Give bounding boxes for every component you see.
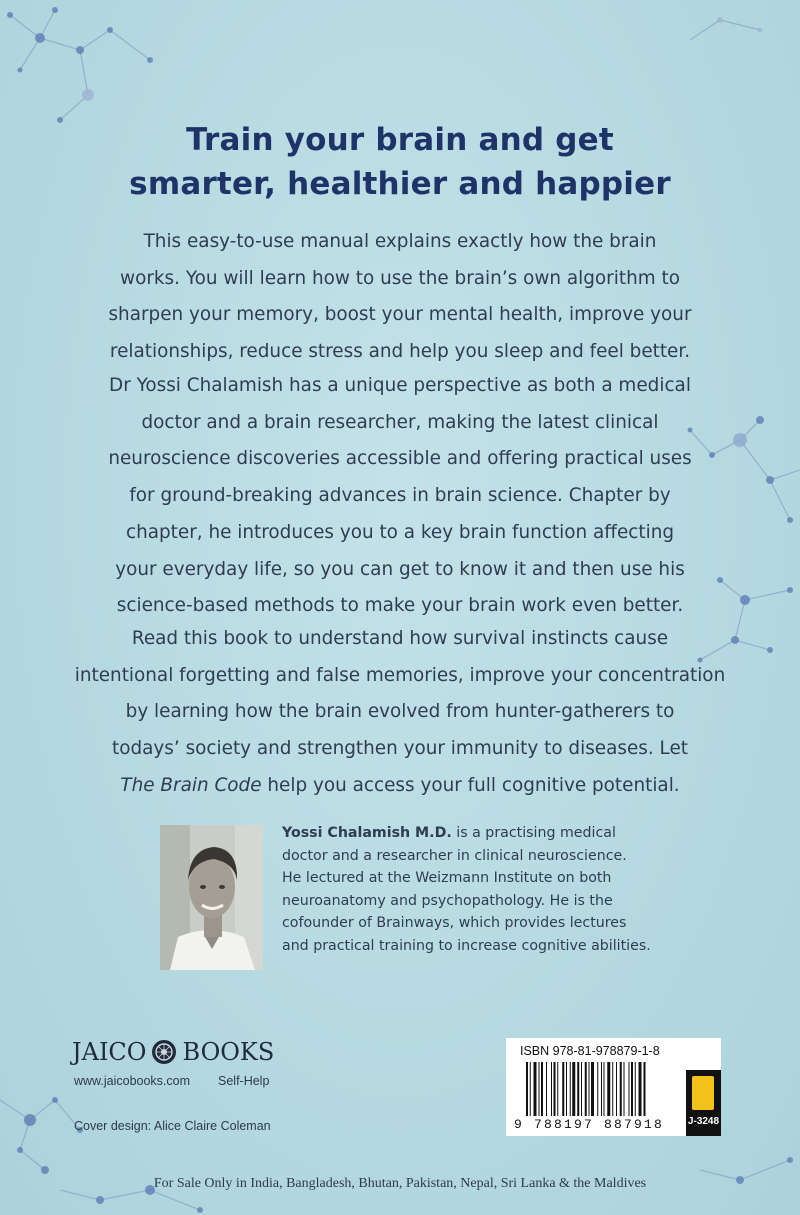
barcode-bar bbox=[639, 1062, 642, 1116]
text-line: This easy-to-use manual explains exactly how the brain bbox=[143, 231, 657, 252]
description-paragraph-3 bbox=[60, 621, 740, 805]
text-line: by learning how the brain evolved from hunter-gatherers to bbox=[125, 701, 675, 723]
logo-text-right: BOOKS bbox=[182, 1038, 275, 1066]
product-code: J-3248 bbox=[687, 1116, 720, 1127]
logo-text-left: JAICO bbox=[72, 1038, 147, 1066]
barcode-bar bbox=[577, 1062, 579, 1116]
barcode-bar bbox=[597, 1062, 598, 1116]
text-line: todays’ society and strengthen your immunity to diseases. Let bbox=[112, 738, 688, 760]
bio-line: He lectured at the Weizmann Institute on both bbox=[282, 870, 612, 887]
barcode-bar bbox=[541, 1062, 543, 1116]
barcode-bar bbox=[534, 1062, 537, 1116]
text-line: chapter, he introduces you to a key brain function affecting bbox=[125, 521, 675, 543]
text-line: Read this book to understand how survival instincts cause bbox=[131, 628, 669, 649]
publisher-website: www.jaicobooks.com bbox=[74, 1074, 191, 1088]
bio-line: doctor and a researcher in clinical neuroscience. bbox=[282, 847, 627, 864]
barcode-bar bbox=[539, 1062, 540, 1116]
barcode-bar bbox=[591, 1062, 594, 1116]
bio-line: neuroanatomy and psychopathology. He is the bbox=[282, 892, 613, 909]
barcode-bar bbox=[589, 1062, 590, 1116]
barcode-digits: 9 788197 887918 bbox=[514, 1117, 665, 1132]
barcode-bar bbox=[635, 1062, 636, 1116]
barcode-bar bbox=[546, 1062, 547, 1116]
author-photo bbox=[160, 825, 263, 970]
barcode-bar bbox=[566, 1062, 567, 1116]
ebook-code-badge bbox=[686, 1070, 721, 1136]
text-line: for ground-breaking advances in brain science. Chapter by bbox=[129, 485, 671, 507]
barcode-bar bbox=[572, 1062, 575, 1116]
author-name: Yossi Chalamish M.D. bbox=[282, 825, 452, 841]
barcode-bar bbox=[551, 1062, 552, 1116]
barcode-bar bbox=[616, 1062, 617, 1116]
barcode-bar bbox=[612, 1062, 613, 1116]
barcode-bar bbox=[581, 1062, 582, 1116]
barcode-bar bbox=[562, 1062, 564, 1116]
bio-text: is a practising medical bbox=[451, 825, 616, 841]
text-line: relationships, reduce stress and help you sleep and feel better. bbox=[109, 341, 691, 363]
barcode-bar bbox=[624, 1062, 625, 1116]
barcode-bar bbox=[585, 1062, 587, 1116]
text-line-rest: help you access your full cognitive potential. bbox=[261, 774, 680, 796]
barcode-bar bbox=[629, 1062, 630, 1116]
text-line: your everyday life, so you can get to know it and then use his bbox=[115, 558, 685, 580]
isbn-label: ISBN 978-81-978879-1-8 bbox=[520, 1044, 660, 1058]
book-title-italic: The Brain Code bbox=[120, 774, 262, 796]
logo-emblem-icon bbox=[152, 1040, 176, 1064]
cover-design-credit: Cover design: Alice Claire Coleman bbox=[74, 1119, 271, 1133]
text-line: Dr Yossi Chalamish has a unique perspective as both a medical bbox=[109, 375, 691, 396]
heading-line-2: smarter, healthier and happier bbox=[129, 166, 671, 202]
barcode-bar bbox=[526, 1062, 528, 1116]
description-paragraph-1 bbox=[60, 224, 740, 371]
barcode-bar bbox=[601, 1062, 602, 1116]
barcode-bars bbox=[526, 1062, 684, 1116]
author-bio bbox=[282, 822, 702, 958]
barcode-bar bbox=[557, 1062, 558, 1116]
text-line: intentional forgetting and false memories, improve your concentration bbox=[74, 664, 726, 686]
barcode-bar bbox=[631, 1062, 633, 1116]
author-portrait-image bbox=[160, 825, 263, 970]
publisher-logo bbox=[72, 1038, 274, 1066]
book-category: Self-Help bbox=[218, 1074, 270, 1088]
text-line: works. You will learn how to use the brain’s own algorithm to bbox=[120, 267, 680, 289]
bio-line: and practical training to increase cognitive abilities. bbox=[282, 937, 651, 954]
heading-line-1: Train your brain and get bbox=[186, 122, 614, 158]
sale-territory-notice: For Sale Only in India, Bangladesh, Bhutan, Pakistan, Nepal, Sri Lanka & the Maldives bbox=[153, 1176, 647, 1191]
barcode-bar bbox=[607, 1062, 610, 1116]
text-line: neuroscience discoveries accessible and offering practical uses bbox=[108, 448, 692, 470]
text-line: doctor and a brain researcher, making the latest clinical bbox=[141, 411, 659, 433]
text-line-last bbox=[60, 768, 740, 805]
bio-line: cofounder of Brainways, which provides lectures bbox=[282, 915, 627, 932]
description-paragraph-2 bbox=[60, 368, 740, 625]
barcode-bar bbox=[644, 1062, 646, 1116]
barcode-bar bbox=[570, 1062, 571, 1116]
barcode-bar bbox=[554, 1062, 556, 1116]
text-line: sharpen your memory, boost your mental health, improve your bbox=[108, 304, 692, 326]
text-line: science-based methods to make your brain work even better. bbox=[116, 595, 684, 617]
barcode-bar bbox=[620, 1062, 622, 1116]
barcode-bar bbox=[604, 1062, 605, 1116]
ebook-icon bbox=[692, 1076, 714, 1110]
barcode-bar bbox=[530, 1062, 531, 1116]
